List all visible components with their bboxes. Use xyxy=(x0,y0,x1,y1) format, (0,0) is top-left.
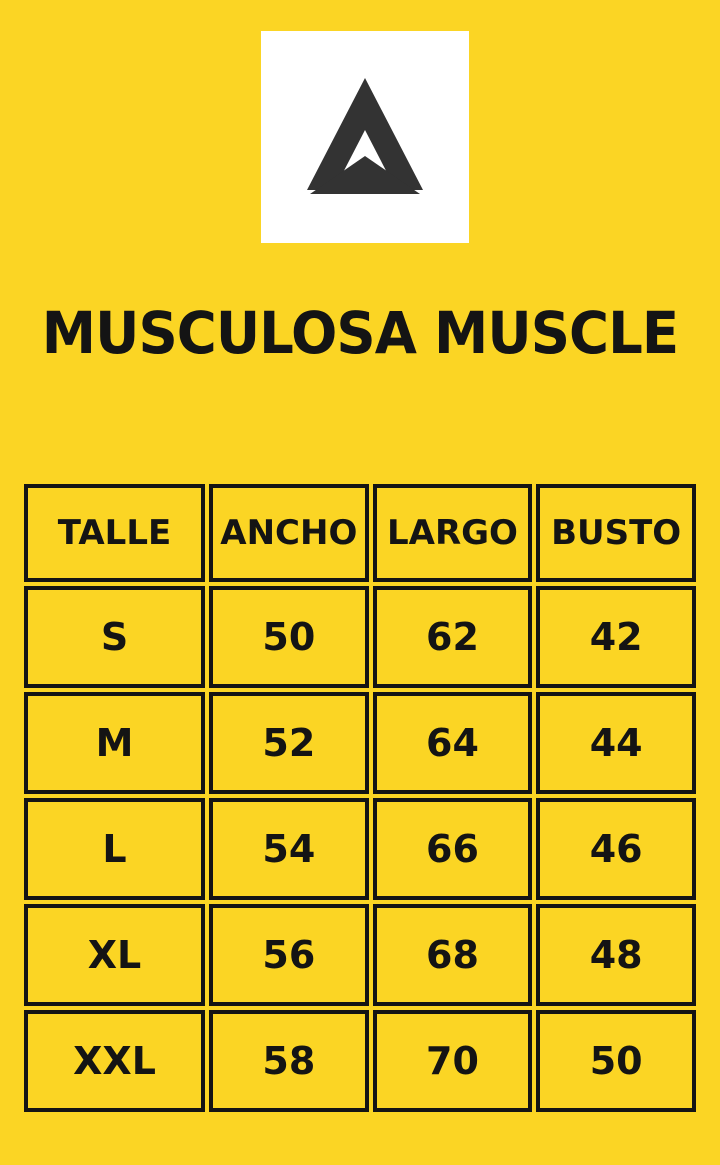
cell-ancho: 54 xyxy=(209,798,369,900)
cell-largo: 70 xyxy=(373,1010,533,1112)
cell-busto: 50 xyxy=(536,1010,696,1112)
cell-size: M xyxy=(24,692,205,794)
table-row xyxy=(24,586,696,688)
table-row xyxy=(24,904,696,1006)
cell-largo: 66 xyxy=(373,798,533,900)
cell-largo: 68 xyxy=(373,904,533,1006)
table-row xyxy=(24,798,696,900)
size-table xyxy=(20,480,700,1116)
size-table-container xyxy=(20,480,700,1116)
page-title: MUSCULOSA MUSCLE xyxy=(41,299,679,367)
cell-ancho: 56 xyxy=(209,904,369,1006)
column-header-talle: TALLE xyxy=(24,484,205,582)
cell-busto: 48 xyxy=(536,904,696,1006)
table-row xyxy=(24,692,696,794)
cell-size: XL xyxy=(24,904,205,1006)
cell-busto: 42 xyxy=(536,586,696,688)
cell-size: XXL xyxy=(24,1010,205,1112)
cell-ancho: 52 xyxy=(209,692,369,794)
cell-size: L xyxy=(24,798,205,900)
column-header-ancho: ANCHO xyxy=(209,484,369,582)
column-header-busto: BUSTO xyxy=(536,484,696,582)
table-header-row xyxy=(24,484,696,582)
reebok-delta-logo-icon xyxy=(290,72,440,202)
brand-logo-container xyxy=(261,31,469,243)
cell-largo: 64 xyxy=(373,692,533,794)
cell-ancho: 58 xyxy=(209,1010,369,1112)
cell-ancho: 50 xyxy=(209,586,369,688)
cell-size: S xyxy=(24,586,205,688)
cell-largo: 62 xyxy=(373,586,533,688)
cell-busto: 46 xyxy=(536,798,696,900)
column-header-largo: LARGO xyxy=(373,484,533,582)
cell-busto: 44 xyxy=(536,692,696,794)
table-row xyxy=(24,1010,696,1112)
